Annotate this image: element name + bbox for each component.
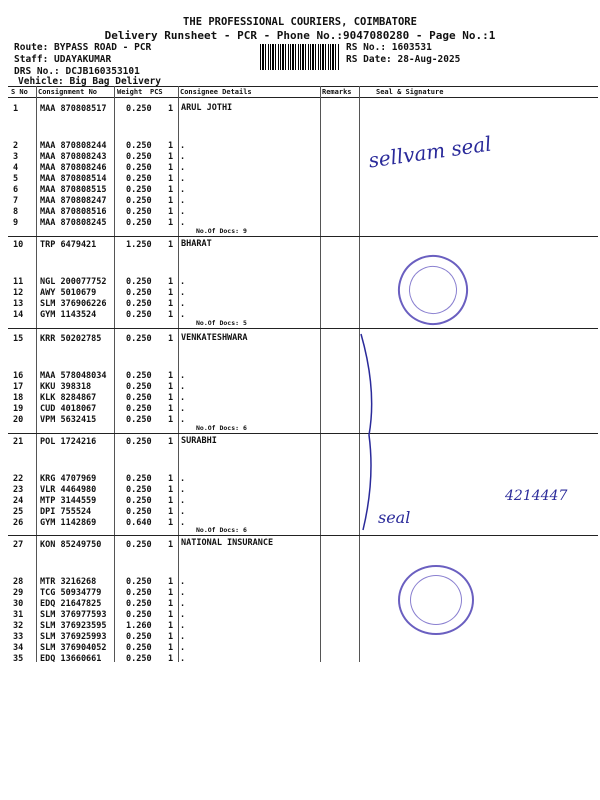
row-mark: . xyxy=(180,610,186,620)
row-consignment: AWY 5010679 xyxy=(40,288,97,298)
row-weight: 0.250 xyxy=(126,299,152,309)
row-sno: 27 xyxy=(13,540,24,550)
row-weight: 0.250 xyxy=(126,277,152,287)
row-sno: 25 xyxy=(13,507,24,517)
consignee-name: ARUL JOTHI xyxy=(181,103,233,113)
signature-1: sellvam seal xyxy=(366,131,493,173)
row-weight: 0.250 xyxy=(126,540,152,550)
col-divider xyxy=(320,86,321,662)
row-pcs: 1 xyxy=(168,437,174,447)
col-divider xyxy=(36,86,37,662)
row-mark: . xyxy=(180,518,186,528)
row-consignment: POL 1724216 xyxy=(40,437,97,447)
row-sno: 8 xyxy=(13,207,19,217)
row-mark: . xyxy=(180,288,186,298)
row-pcs: 1 xyxy=(168,518,174,528)
row-sno: 3 xyxy=(13,152,19,162)
row-sno: 11 xyxy=(13,277,24,287)
barcode-icon xyxy=(260,44,340,70)
row-pcs: 1 xyxy=(168,632,174,642)
row-consignment: VLR 4464980 xyxy=(40,485,97,495)
row-pcs: 1 xyxy=(168,163,174,173)
row-consignment: MAA 870808245 xyxy=(40,218,107,228)
row-sno: 19 xyxy=(13,404,24,414)
row-consignment: MAA 870808246 xyxy=(40,163,107,173)
row-sno: 5 xyxy=(13,174,19,184)
staff-label: Staff: UDAYAKUMAR xyxy=(14,54,112,65)
row-weight: 0.250 xyxy=(126,610,152,620)
row-weight: 0.250 xyxy=(126,334,152,344)
row-mark: . xyxy=(180,310,186,320)
row-sno: 23 xyxy=(13,485,24,495)
row-mark: . xyxy=(180,643,186,653)
row-pcs: 1 xyxy=(168,299,174,309)
row-mark: . xyxy=(180,654,186,664)
row-weight: 0.250 xyxy=(126,507,152,517)
row-pcs: 1 xyxy=(168,404,174,414)
row-consignment: MTP 3144559 xyxy=(40,496,97,506)
row-pcs: 1 xyxy=(168,393,174,403)
row-pcs: 1 xyxy=(168,104,174,114)
rs-date: RS Date: 28-Aug-2025 xyxy=(346,54,461,65)
row-sno: 17 xyxy=(13,382,24,392)
row-pcs: 1 xyxy=(168,196,174,206)
row-mark: . xyxy=(180,474,186,484)
row-mark: . xyxy=(180,507,186,517)
row-mark: . xyxy=(180,218,186,228)
row-consignment: TRP 6479421 xyxy=(40,240,97,250)
row-mark: . xyxy=(180,277,186,287)
row-weight: 0.250 xyxy=(126,163,152,173)
row-mark: . xyxy=(180,174,186,184)
row-pcs: 1 xyxy=(168,621,174,631)
row-sno: 35 xyxy=(13,654,24,664)
row-weight: 0.250 xyxy=(126,310,152,320)
row-weight: 0.250 xyxy=(126,437,152,447)
col-sno: S No xyxy=(11,88,28,96)
row-pcs: 1 xyxy=(168,654,174,664)
row-weight: 0.250 xyxy=(126,577,152,587)
row-mark: . xyxy=(180,588,186,598)
row-pcs: 1 xyxy=(168,599,174,609)
row-mark: . xyxy=(180,141,186,151)
row-mark: . xyxy=(180,621,186,631)
row-weight: 0.250 xyxy=(126,207,152,217)
row-pcs: 1 xyxy=(168,218,174,228)
group-divider xyxy=(8,328,598,329)
row-pcs: 1 xyxy=(168,540,174,550)
row-consignment: KRR 50202785 xyxy=(40,334,102,344)
row-mark: . xyxy=(180,485,186,495)
row-pcs: 1 xyxy=(168,485,174,495)
row-weight: 0.250 xyxy=(126,218,152,228)
row-sno: 12 xyxy=(13,288,24,298)
row-consignment: TCG 50934779 xyxy=(40,588,102,598)
row-mark: . xyxy=(180,404,186,414)
row-pcs: 1 xyxy=(168,643,174,653)
row-consignment: VPM 5632415 xyxy=(40,415,97,425)
row-weight: 0.640 xyxy=(126,518,152,528)
row-sno: 24 xyxy=(13,496,24,506)
signature-2: 4214447 xyxy=(505,488,568,504)
row-pcs: 1 xyxy=(168,371,174,381)
row-mark: . xyxy=(180,371,186,381)
row-weight: 0.250 xyxy=(126,654,152,664)
col-weight: Weight xyxy=(117,88,143,96)
row-consignment: MTR 3216268 xyxy=(40,577,97,587)
row-sno: 7 xyxy=(13,196,19,206)
row-pcs: 1 xyxy=(168,240,174,250)
row-mark: . xyxy=(180,207,186,217)
row-weight: 0.250 xyxy=(126,371,152,381)
route-label: Route: BYPASS ROAD - PCR xyxy=(14,42,152,53)
stamp-icon xyxy=(398,565,474,635)
row-pcs: 1 xyxy=(168,207,174,217)
row-weight: 0.250 xyxy=(126,404,152,414)
row-sno: 34 xyxy=(13,643,24,653)
row-sno: 18 xyxy=(13,393,24,403)
row-weight: 0.250 xyxy=(126,485,152,495)
row-sno: 13 xyxy=(13,299,24,309)
row-consignment: MAA 870808514 xyxy=(40,174,107,184)
group-divider xyxy=(8,535,598,536)
row-weight: 0.250 xyxy=(126,393,152,403)
row-pcs: 1 xyxy=(168,382,174,392)
row-consignment: MAA 870808515 xyxy=(40,185,107,195)
table-header-rule xyxy=(8,97,598,98)
row-consignment: DPI 755524 xyxy=(40,507,92,517)
row-consignment: SLM 376923595 xyxy=(40,621,107,631)
row-sno: 6 xyxy=(13,185,19,195)
col-seal: Seal & Signature xyxy=(376,88,444,96)
row-consignment: MAA 578048034 xyxy=(40,371,107,381)
docs-count: No.Of Docs: 6 xyxy=(196,424,247,432)
row-sno: 29 xyxy=(13,588,24,598)
row-weight: 0.250 xyxy=(126,588,152,598)
row-consignment: NGL 200077752 xyxy=(40,277,107,287)
consignee-name: NATIONAL INSURANCE xyxy=(181,538,274,548)
row-consignment: KKU 398318 xyxy=(40,382,92,392)
row-mark: . xyxy=(180,299,186,309)
row-consignment: KRG 4707969 xyxy=(40,474,97,484)
row-consignment: SLM 376904052 xyxy=(40,643,107,653)
docs-count: No.Of Docs: 9 xyxy=(196,227,247,235)
row-consignment: EDQ 13660661 xyxy=(40,654,102,664)
row-sno: 22 xyxy=(13,474,24,484)
row-weight: 0.250 xyxy=(126,174,152,184)
row-pcs: 1 xyxy=(168,334,174,344)
row-pcs: 1 xyxy=(168,577,174,587)
row-pcs: 1 xyxy=(168,277,174,287)
col-pcs: PCS xyxy=(150,88,163,96)
row-sno: 20 xyxy=(13,415,24,425)
row-pcs: 1 xyxy=(168,310,174,320)
row-sno: 16 xyxy=(13,371,24,381)
row-mark: . xyxy=(180,152,186,162)
row-sno: 14 xyxy=(13,310,24,320)
row-consignment: MAA 870808247 xyxy=(40,196,107,206)
row-consignment: CUD 4018067 xyxy=(40,404,97,414)
row-consignment: SLM 376925993 xyxy=(40,632,107,642)
row-consignment: MAA 870808244 xyxy=(40,141,107,151)
row-pcs: 1 xyxy=(168,174,174,184)
row-pcs: 1 xyxy=(168,152,174,162)
stamp-icon xyxy=(388,245,478,335)
row-consignment: SLM 376906226 xyxy=(40,299,107,309)
row-sno: 33 xyxy=(13,632,24,642)
signature-3: seal xyxy=(378,508,411,527)
row-pcs: 1 xyxy=(168,507,174,517)
runsheet-title: Delivery Runsheet - PCR - Phone No.:9047080280 - Page No.:1 xyxy=(104,29,496,42)
row-weight: 1.250 xyxy=(126,240,152,250)
row-pcs: 1 xyxy=(168,496,174,506)
row-sno: 26 xyxy=(13,518,24,528)
row-weight: 0.250 xyxy=(126,185,152,195)
col-divider xyxy=(178,86,179,662)
row-weight: 0.250 xyxy=(126,196,152,206)
row-sno: 28 xyxy=(13,577,24,587)
row-weight: 0.250 xyxy=(126,288,152,298)
consignee-name: BHARAT xyxy=(181,239,212,249)
row-sno: 31 xyxy=(13,610,24,620)
row-sno: 9 xyxy=(13,218,19,228)
row-mark: . xyxy=(180,185,186,195)
row-consignment: MAA 870808243 xyxy=(40,152,107,162)
row-pcs: 1 xyxy=(168,141,174,151)
row-mark: . xyxy=(180,393,186,403)
col-remarks: Remarks xyxy=(322,88,352,96)
row-mark: . xyxy=(180,577,186,587)
table-top-rule xyxy=(8,86,598,87)
row-mark: . xyxy=(180,196,186,206)
row-sno: 4 xyxy=(13,163,19,173)
row-mark: . xyxy=(180,599,186,609)
row-sno: 21 xyxy=(13,437,24,447)
row-weight: 1.260 xyxy=(126,621,152,631)
row-mark: . xyxy=(180,632,186,642)
vehicle-label: Vehicle: Big Bag Delivery xyxy=(18,76,161,87)
row-mark: . xyxy=(180,415,186,425)
row-consignment: KON 85249750 xyxy=(40,540,102,550)
group-divider xyxy=(8,433,598,434)
row-mark: . xyxy=(180,382,186,392)
consignee-name: VENKATESHWARA xyxy=(181,333,248,343)
col-consignment: Consignment No xyxy=(38,88,98,96)
row-consignment: EDQ 21647825 xyxy=(40,599,102,609)
row-weight: 0.250 xyxy=(126,496,152,506)
row-weight: 0.250 xyxy=(126,643,152,653)
row-weight: 0.250 xyxy=(126,632,152,642)
group-divider xyxy=(8,236,598,237)
row-weight: 0.250 xyxy=(126,599,152,609)
row-consignment: MAA 870808516 xyxy=(40,207,107,217)
row-consignment: GYM 1143524 xyxy=(40,310,97,320)
row-pcs: 1 xyxy=(168,588,174,598)
consignee-name: SURABHI xyxy=(181,436,217,446)
row-mark: . xyxy=(180,496,186,506)
row-mark: . xyxy=(180,163,186,173)
col-divider xyxy=(114,86,115,662)
docs-count: No.Of Docs: 6 xyxy=(196,526,247,534)
row-pcs: 1 xyxy=(168,474,174,484)
row-weight: 0.250 xyxy=(126,152,152,162)
row-sno: 1 xyxy=(13,104,19,114)
row-sno: 15 xyxy=(13,334,24,344)
company-title: THE PROFESSIONAL COURIERS, COIMBATORE xyxy=(183,16,417,28)
row-consignment: SLM 376977593 xyxy=(40,610,107,620)
row-sno: 2 xyxy=(13,141,19,151)
row-weight: 0.250 xyxy=(126,104,152,114)
col-consignee: Consignee Details xyxy=(180,88,252,96)
row-pcs: 1 xyxy=(168,610,174,620)
drs-number: DRS No.: DCJB160353101 xyxy=(14,66,140,77)
row-sno: 10 xyxy=(13,240,24,250)
row-pcs: 1 xyxy=(168,288,174,298)
row-consignment: GYM 1142869 xyxy=(40,518,97,528)
rs-number: RS No.: 1603531 xyxy=(346,42,432,53)
row-sno: 30 xyxy=(13,599,24,609)
row-sno: 32 xyxy=(13,621,24,631)
row-weight: 0.250 xyxy=(126,141,152,151)
row-pcs: 1 xyxy=(168,185,174,195)
row-consignment: KLK 8284867 xyxy=(40,393,97,403)
docs-count: No.Of Docs: 5 xyxy=(196,319,247,327)
row-weight: 0.250 xyxy=(126,415,152,425)
row-weight: 0.250 xyxy=(126,382,152,392)
bracket-icon xyxy=(355,330,385,540)
row-consignment: MAA 870808517 xyxy=(40,104,107,114)
row-pcs: 1 xyxy=(168,415,174,425)
row-weight: 0.250 xyxy=(126,474,152,484)
